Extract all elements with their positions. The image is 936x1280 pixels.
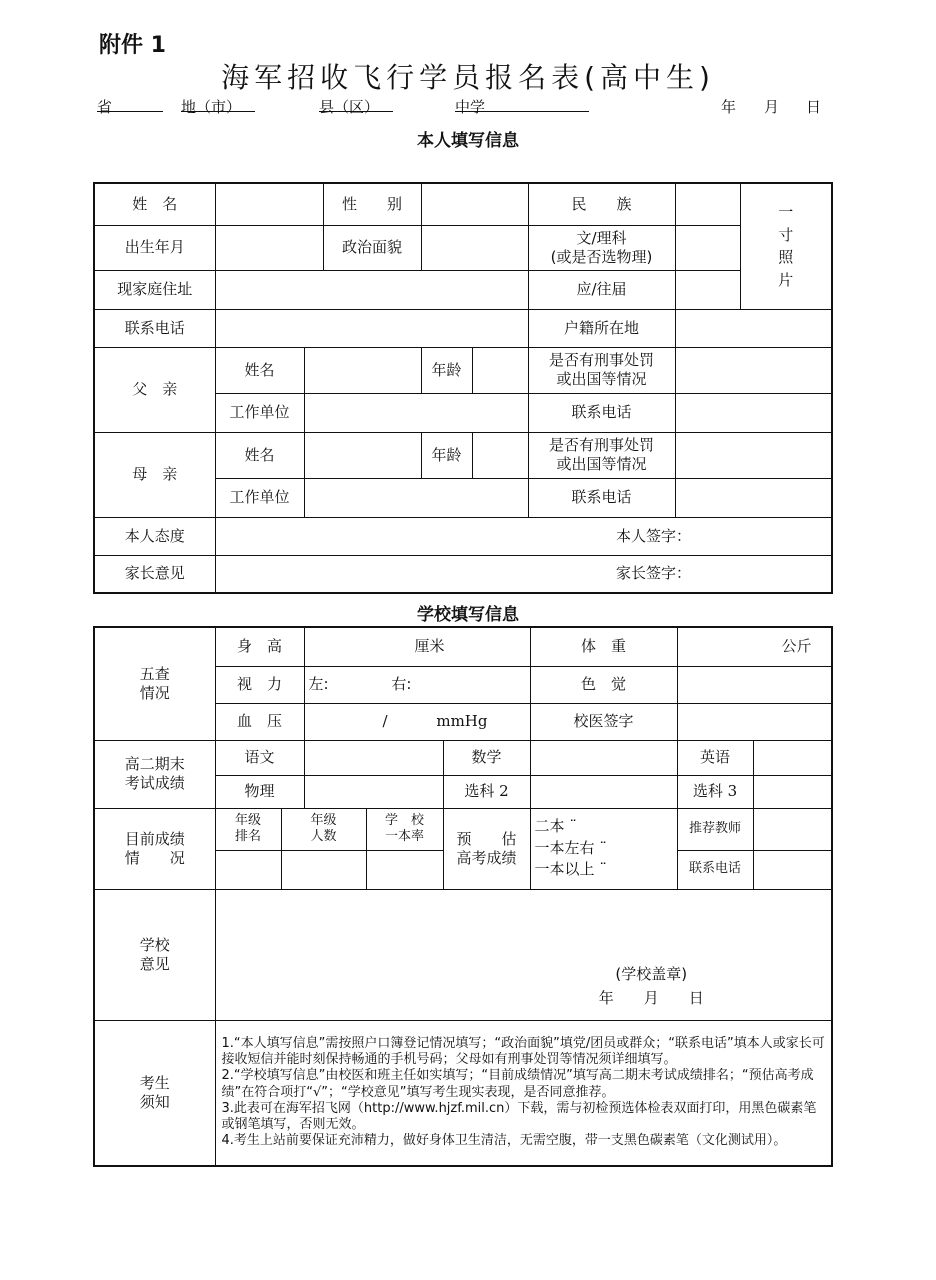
teacher-field[interactable] [753,808,832,850]
five-checks-line1: 五查 [139,665,170,683]
mother-record-label [528,432,675,478]
track-label-line1: 文/理科 [576,228,627,247]
tier-1-about-option[interactable]: 一本左右 ¨ [534,838,607,857]
graduate-label: 应/往届 [528,270,675,309]
estimate-label [443,808,530,889]
math-label: 数学 [443,740,530,775]
estimate-line2: 高考成绩 [456,848,517,867]
mother-work-field[interactable] [304,478,528,517]
note-item-4: 4.考生上站前要保证充沛精力，做好身体卫生清洁，无需空腹，带一支黑色碳素笔（文化测试用）。 [221,1133,787,1149]
chinese-field[interactable] [304,740,443,775]
notes-block [215,1020,832,1166]
weight-field[interactable]: 公斤 [677,627,832,666]
notice-label [94,1020,215,1166]
header-meta-line [97,96,837,118]
parent-opinion-label: 家长意见 [94,555,215,593]
name-label: 姓 名 [94,183,215,225]
opinion-label [94,889,215,1020]
physics-label: 物理 [215,775,304,808]
mother-work-label: 工作单位 [215,478,304,517]
province-label: 省 [97,98,113,116]
father-record-line1: 是否有刑事处罚 [549,351,655,370]
rate-line1: 学 校 [385,812,425,828]
opinion-line2: 意见 [139,954,170,973]
month-label: 月 [764,98,780,116]
parent-sign-field[interactable]: 家长签字： [215,555,832,593]
weight-label: 体 重 [530,627,677,666]
school-seal-label: (学校盖章) [615,964,688,983]
english-label: 英语 [677,740,753,775]
phone-field[interactable] [215,309,528,347]
attachment-label: 附件 1 [99,33,166,58]
address-label: 现家庭住址 [94,270,215,309]
note-item-1: 1.“本人填写信息”需按照户口簿登记情况填写；“政治面貌”填党/团员或群众；“联系电话”填本人或家长可接收短信并能时刻保持畅通的手机号码；父母如有刑事处罚等情况须详细填写。 [221,1035,825,1068]
bp-unit: mmHg [436,712,488,731]
vision-field[interactable] [304,666,530,703]
ethnicity-label: 民 族 [528,183,675,225]
photo-box[interactable] [740,183,832,309]
grades-line1: 高二期末 [124,755,185,774]
estimate-line1: 预 估 [456,829,517,848]
father-age-field[interactable] [472,347,528,393]
track-label-line2: (或是否选物理) [550,247,653,266]
vision-right-label: 右: [391,675,412,694]
school-seal-date: 年 月 日 [598,988,704,1007]
notice-line2: 须知 [139,1092,170,1111]
rank-label [215,808,281,850]
rank-line1: 年级 [234,812,261,828]
school-label: 中学 [455,98,486,116]
teacher-phone-field[interactable] [753,850,832,889]
photo-char-1: 一 [778,202,794,221]
father-phone-label: 联系电话 [528,393,675,432]
mother-age-field[interactable] [472,432,528,478]
address-field[interactable] [215,270,528,309]
self-sign-field[interactable]: 本人签字： [215,517,832,555]
bp-label: 血 压 [215,703,304,740]
chinese-label: 语文 [215,740,304,775]
current-line2: 情 况 [124,848,185,867]
elective3-label: 选科 3 [677,775,753,808]
five-checks-line2: 情况 [139,683,170,702]
father-work-label: 工作单位 [215,393,304,432]
physics-field[interactable] [304,775,443,808]
teacher-label: 推荐教师 [677,808,753,850]
color-label: 色 觉 [530,666,677,703]
father-record-label [528,347,675,393]
county-label: 县（区） [319,98,380,116]
school-section-title: 学校填写信息 [417,605,519,625]
hukou-label: 户籍所在地 [528,309,675,347]
rate-field[interactable] [366,850,443,889]
rate-label [366,808,443,850]
gender-field[interactable] [421,183,528,225]
birth-field[interactable] [215,225,323,270]
grades-label [94,740,215,808]
name-field[interactable] [215,183,323,225]
bp-field[interactable] [304,703,530,740]
elective2-label: 选科 2 [443,775,530,808]
ethnicity-field[interactable] [675,183,740,225]
height-label: 身 高 [215,627,304,666]
father-phone-field[interactable] [675,393,832,432]
mother-phone-field[interactable] [675,478,832,517]
father-record-field[interactable] [675,347,832,393]
father-label: 父 亲 [94,347,215,432]
mother-record-field[interactable] [675,432,832,478]
hukou-field[interactable] [675,309,832,347]
math-field[interactable] [530,740,677,775]
count-line1: 年级 [310,812,337,828]
mother-age-label: 年龄 [421,432,472,478]
personal-info-table [93,182,833,594]
tier-2-option[interactable]: 二本 ¨ [534,816,577,835]
current-line1: 目前成绩 [124,829,185,848]
opinion-line1: 学校 [139,935,170,954]
father-name-field[interactable] [304,347,421,393]
rank-line2: 排名 [234,829,261,844]
photo-char-3: 照 [778,248,794,267]
rate-line2: 一本率 [385,829,425,844]
mother-phone-label: 联系电话 [528,478,675,517]
five-checks-label [94,627,215,740]
color-field[interactable] [677,666,832,703]
grades-line2: 考试成绩 [124,774,185,792]
elective3-field[interactable] [753,775,832,808]
count-field[interactable] [281,850,366,889]
prefecture-label: 地（市） [181,98,242,116]
teacher-phone-label: 联系电话 [677,850,753,889]
notice-line1: 考生 [139,1074,170,1092]
note-item-2: 2.“学校填写信息”由校医和班主任如实填写；“目前成绩情况”填写高二期末考试成绩排名；“预估高考成绩”在符合项打“√”；“学校意见”填写考生现实表现，是否同意推荐。 [221,1068,814,1100]
attitude-label: 本人态度 [94,517,215,555]
track-field[interactable] [675,225,740,270]
graduate-field[interactable] [675,270,740,309]
bp-slash: / [382,712,388,731]
gender-label: 性 别 [323,183,421,225]
elective2-field[interactable] [530,775,677,808]
day-label: 日 [806,98,822,116]
political-field[interactable] [421,225,528,270]
vision-left-label: 左: [308,675,329,694]
political-label: 政治面貌 [323,225,421,270]
father-record-line2: 或出国等情况 [556,370,647,388]
mother-label: 母 亲 [94,432,215,517]
mother-name-label: 姓名 [215,432,304,478]
father-age-label: 年龄 [421,347,472,393]
year-label: 年 [721,98,737,116]
photo-char-2: 寸 [778,225,794,244]
birth-label: 出生年月 [94,225,215,270]
estimate-options [530,808,677,889]
current-label [94,808,215,889]
doctor-sign-label: 校医签字 [530,703,677,740]
doctor-sign-field[interactable] [677,703,832,740]
tier-1-above-option[interactable]: 一本以上 ¨ [534,860,607,879]
personal-section-title: 本人填写信息 [417,131,519,151]
opinion-field[interactable] [215,889,832,1020]
form-title: 海军招收飞行学员报名表(高中生) [221,61,715,94]
photo-char-4: 片 [778,271,794,289]
count-line2: 人数 [310,829,337,844]
note-item-3: 3.此表可在海军招飞网（http://www.hjzf.mil.cn）下载，需与初检预选体检表双面打印，用黑色碳素笔或钢笔填写，否则无效。 [221,1100,817,1133]
mother-name-field[interactable] [304,432,421,478]
english-field[interactable] [753,740,832,775]
vision-label: 视 力 [215,666,304,703]
height-field[interactable]: 厘米 [304,627,530,666]
mother-record-line2: 或出国等情况 [556,455,647,473]
mother-record-line1: 是否有刑事处罚 [549,436,655,455]
phone-label: 联系电话 [94,309,215,347]
track-label [528,225,675,270]
father-name-label: 姓名 [215,347,304,393]
rank-field[interactable] [215,850,281,889]
count-label [281,808,366,850]
school-info-table [93,626,833,1167]
father-work-field[interactable] [304,393,528,432]
